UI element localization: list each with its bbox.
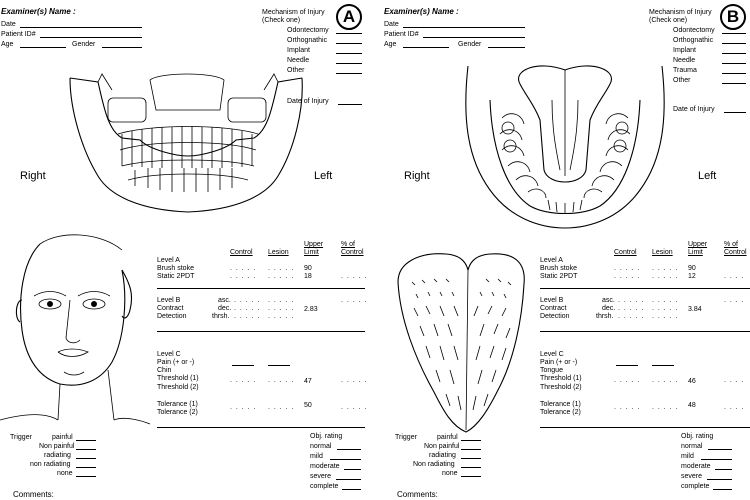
pct-control-header-2: Control (341, 249, 364, 256)
comments-label: Comments: (13, 490, 54, 499)
lesion-cell[interactable]: . . . . . (652, 265, 679, 272)
mechanism-checkbox[interactable] (722, 63, 746, 64)
obj-rating-label: Obj. rating (310, 433, 343, 440)
pct-control-cell[interactable]: . . . . (724, 404, 745, 411)
date-field[interactable] (20, 27, 142, 28)
panel-a-badge: A (336, 4, 362, 30)
gender-label: Gender (458, 41, 482, 48)
obj-rating-field[interactable] (701, 459, 732, 460)
upper-limit-header-2: Limit (304, 249, 319, 256)
obj-rating-field[interactable] (342, 489, 361, 490)
level-b-sub: dec. (218, 305, 232, 312)
lesion-cell[interactable]: . . . . . (652, 377, 679, 384)
control-cell[interactable]: . . . . . (230, 265, 257, 272)
patient-id-label: Patient ID# (384, 31, 419, 38)
obj-rating-item: normal (681, 443, 703, 450)
mechanism-title: Mechanism of Injury (649, 9, 712, 16)
mechanism-option: Other (673, 77, 691, 84)
upper-limit-value: 3.84 (688, 306, 702, 313)
level-b-row: Contract (157, 305, 184, 312)
mechanism-option: Odontectomy (287, 27, 329, 34)
left-side-label: Left (314, 170, 333, 182)
date-field[interactable] (403, 27, 525, 28)
trigger-field[interactable] (461, 476, 481, 477)
level-c-title: Level C (157, 351, 181, 358)
trigger-item: Non painful (39, 443, 75, 450)
obj-rating-field[interactable] (330, 459, 361, 460)
section-divider (157, 288, 365, 289)
obj-rating-item: moderate (310, 463, 340, 470)
lesion-cell[interactable]: . . . . . (268, 404, 295, 411)
trigger-field[interactable] (461, 458, 481, 459)
lesion-cell[interactable]: . . . . . (268, 265, 295, 272)
mechanism-option: Needle (673, 57, 696, 64)
trigger-item: non radiating (30, 461, 71, 468)
section-divider (540, 427, 750, 428)
obj-rating-field[interactable] (708, 449, 732, 450)
patient-id-label: Patient ID# (1, 31, 36, 38)
pct-control-cell[interactable]: . . . . (724, 377, 745, 384)
obj-rating-item: moderate (681, 463, 711, 470)
level-a-row: Brush stoke (157, 265, 194, 272)
level-b-row: Detection (540, 313, 570, 320)
section-divider (157, 427, 365, 428)
trigger-item: painful (437, 434, 458, 441)
trigger-item: Non painful (424, 443, 460, 450)
level-b-sub: thrsh. (212, 313, 230, 320)
mechanism-subtitle: (Check one) (262, 17, 301, 24)
upper-limit-header: Upper (688, 241, 708, 248)
patient-id-field[interactable] (40, 37, 142, 38)
upper-limit-value: 47 (304, 378, 312, 385)
control-cell[interactable]: . . . . . (234, 313, 261, 320)
age-field[interactable] (403, 47, 449, 48)
control-cell[interactable]: . . . . . (234, 305, 261, 312)
mechanism-checkbox[interactable] (336, 63, 362, 64)
left-side-label: Left (698, 170, 717, 182)
mechanism-checkbox[interactable] (336, 73, 362, 74)
mechanism-option: Orthognathic (673, 37, 714, 44)
trigger-label: Trigger (10, 434, 32, 441)
gender-label: Gender (72, 41, 96, 48)
trigger-field[interactable] (76, 440, 96, 441)
trigger-item: none (57, 470, 73, 477)
age-field[interactable] (20, 47, 66, 48)
level-a-row: Brush stoke (540, 265, 577, 272)
level-b-sub: dec. (602, 305, 616, 312)
panel-b-badge: B (720, 4, 746, 30)
lesion-cell[interactable]: . . . . . (268, 297, 295, 304)
upper-limit-value: 90 (688, 265, 696, 272)
control-header: Control (230, 249, 253, 256)
lesion-cell[interactable]: . . . . . (652, 273, 679, 280)
obj-rating-label: Obj. rating (681, 433, 714, 440)
obj-rating-field[interactable] (707, 479, 732, 480)
pain-label: Pain (+ or -) (540, 359, 578, 366)
date-label: Date (1, 21, 16, 28)
obj-rating-item: normal (310, 443, 332, 450)
upper-limit-header-2: Limit (688, 249, 703, 256)
level-a-title: Level A (157, 257, 180, 264)
lesion-cell[interactable]: . . . . . (268, 273, 295, 280)
control-cell[interactable]: . . . . . (614, 404, 641, 411)
mechanism-checkbox[interactable] (336, 33, 362, 34)
control-cell[interactable]: . . . . . (234, 297, 261, 304)
mechanism-option: Other (287, 67, 305, 74)
level-c-row: Tolerance (1) (157, 401, 198, 408)
pct-control-header: % of (724, 241, 739, 248)
site-label: Chin (157, 367, 172, 374)
obj-rating-item: complete (310, 483, 339, 490)
trigger-item: none (442, 470, 458, 477)
site-label: Tongue (540, 367, 563, 374)
mechanism-checkbox[interactable] (722, 83, 746, 84)
mechanism-option: Trauma (673, 67, 697, 74)
trigger-item: radiating (44, 452, 71, 459)
section-divider (540, 331, 750, 332)
control-cell[interactable]: . . . . . (230, 273, 257, 280)
examiner-name-label: Examiner(s) Name : (384, 7, 459, 16)
lesion-cell[interactable]: . . . . . (268, 305, 295, 312)
pct-control-cell[interactable]: . . . . (724, 297, 745, 304)
lesion-cell[interactable]: . . . . . (268, 377, 295, 384)
obj-rating-item: severe (681, 473, 703, 480)
pct-control-cell[interactable]: . . . . (724, 273, 745, 280)
lesion-header: Lesion (268, 249, 289, 256)
mechanism-option: Implant (287, 47, 310, 54)
mechanism-checkbox[interactable] (722, 33, 746, 34)
date-of-injury-field[interactable] (724, 112, 746, 113)
level-c-title: Level C (540, 351, 564, 358)
date-label: Date (384, 21, 399, 28)
trigger-field[interactable] (461, 449, 481, 450)
pain-lesion-field[interactable] (652, 365, 674, 366)
upper-limit-value: 46 (688, 378, 696, 385)
level-b-sub: asc. (602, 297, 615, 304)
mechanism-option: Orthognathic (287, 37, 328, 44)
obj-rating-field[interactable] (713, 489, 732, 490)
control-cell[interactable]: . . . . . (614, 377, 641, 384)
pct-control-cell[interactable]: . . . . . (341, 273, 368, 280)
upper-limit-value: 50 (304, 402, 312, 409)
trigger-field[interactable] (76, 458, 96, 459)
obj-rating-field[interactable] (344, 469, 361, 470)
mechanism-checkbox[interactable] (722, 73, 746, 74)
pain-control-field[interactable] (232, 365, 254, 366)
upper-limit-header: Upper (304, 241, 324, 248)
level-c-row: Threshold (1) (540, 375, 582, 382)
date-of-injury-field[interactable] (338, 104, 362, 105)
age-label: Age (1, 41, 14, 48)
level-c-row: Tolerance (2) (540, 409, 581, 416)
patient-id-field[interactable] (423, 37, 525, 38)
trigger-label: Trigger (395, 434, 417, 441)
upper-limit-value: 18 (304, 273, 312, 280)
level-c-row: Tolerance (1) (540, 401, 581, 408)
level-b-sub: thrsh. (596, 313, 614, 320)
level-c-row: Threshold (1) (157, 375, 199, 382)
pain-control-field[interactable] (616, 365, 638, 366)
level-a-title: Level A (540, 257, 563, 264)
age-label: Age (384, 41, 397, 48)
trigger-field[interactable] (461, 440, 481, 441)
level-b-row: Detection (157, 313, 187, 320)
upper-limit-value: 90 (304, 265, 312, 272)
comments-label: Comments: (397, 490, 438, 499)
level-c-row: Tolerance (2) (157, 409, 198, 416)
pain-lesion-field[interactable] (268, 365, 290, 366)
level-a-row: Static 2PDT (157, 273, 195, 280)
date-of-injury-label: Date of Injury (287, 98, 329, 105)
gender-field[interactable] (488, 47, 525, 48)
pct-control-cell[interactable]: . . . . . (341, 297, 368, 304)
obj-rating-field[interactable] (336, 479, 361, 480)
mechanism-checkbox[interactable] (722, 43, 746, 44)
mechanism-checkbox[interactable] (336, 43, 362, 44)
lesion-cell[interactable]: . . . . . (652, 297, 679, 304)
obj-rating-field[interactable] (337, 449, 361, 450)
lesion-cell[interactable]: . . . . . (652, 305, 679, 312)
obj-rating-item: mild (310, 453, 323, 460)
pct-control-header: % of (341, 241, 356, 248)
right-side-label: Right (404, 170, 430, 182)
lesion-cell[interactable]: . . . . . (268, 313, 295, 320)
level-b-row: Contract (540, 305, 567, 312)
section-divider (157, 331, 365, 332)
level-b-sub: asc. (218, 297, 231, 304)
control-cell[interactable]: . . . . . (618, 305, 645, 312)
section-divider (540, 288, 750, 289)
level-b-title: Level B (157, 297, 181, 304)
control-cell[interactable]: . . . . . (614, 265, 641, 272)
mechanism-checkbox[interactable] (336, 53, 362, 54)
mechanism-option: Odontectomy (673, 27, 715, 34)
mechanism-subtitle: (Check one) (649, 17, 688, 24)
obj-rating-item: complete (681, 483, 710, 490)
control-cell[interactable]: . . . . . (230, 377, 257, 384)
control-cell[interactable]: . . . . . (618, 313, 645, 320)
lesion-cell[interactable]: . . . . . (652, 313, 679, 320)
lesion-cell[interactable]: . . . . . (652, 404, 679, 411)
date-of-injury-label: Date of Injury (673, 106, 715, 113)
pct-control-cell[interactable]: . . . . . (341, 377, 368, 384)
mechanism-option: Needle (287, 57, 310, 64)
control-cell[interactable]: . . . . . (614, 273, 641, 280)
examiner-name-label: Examiner(s) Name : (1, 7, 76, 16)
obj-rating-item: mild (681, 453, 694, 460)
obj-rating-item: severe (310, 473, 332, 480)
obj-rating-field[interactable] (715, 469, 732, 470)
trigger-item: painful (52, 434, 73, 441)
lesion-header: Lesion (652, 249, 673, 256)
trigger-item: radiating (429, 452, 456, 459)
trigger-item: Non radiating (413, 461, 455, 468)
control-cell[interactable]: . . . . . (230, 404, 257, 411)
level-c-row: Threshold (2) (540, 384, 582, 391)
pct-control-header-2: Control (724, 249, 747, 256)
upper-limit-value: 48 (688, 402, 696, 409)
level-b-title: Level B (540, 297, 564, 304)
right-side-label: Right (20, 170, 46, 182)
level-c-row: Threshold (2) (157, 384, 199, 391)
upper-limit-value: 12 (688, 273, 696, 280)
trigger-field[interactable] (461, 467, 481, 468)
control-header: Control (614, 249, 637, 256)
level-a-row: Static 2PDT (540, 273, 578, 280)
trigger-field[interactable] (76, 476, 96, 477)
pain-label: Pain (+ or -) (157, 359, 195, 366)
gender-field[interactable] (102, 47, 142, 48)
pct-control-cell[interactable]: . . . . . (341, 404, 368, 411)
upper-limit-value: 2.83 (304, 306, 318, 313)
mechanism-option: Implant (673, 47, 696, 54)
mechanism-checkbox[interactable] (722, 53, 746, 54)
control-cell[interactable]: . . . . . (618, 297, 645, 304)
trigger-field[interactable] (76, 449, 96, 450)
trigger-field[interactable] (76, 467, 96, 468)
mechanism-title: Mechanism of Injury (262, 9, 325, 16)
